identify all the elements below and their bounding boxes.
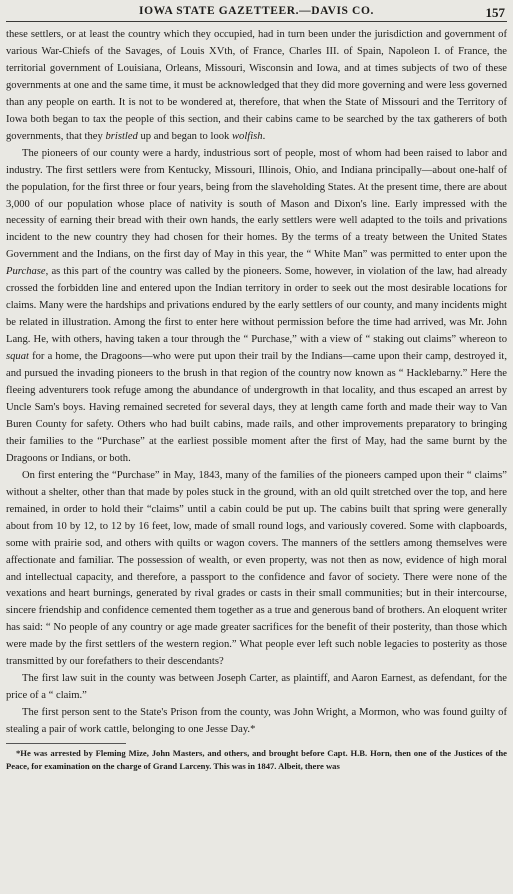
italic-word: bristled bbox=[105, 130, 138, 142]
paragraph-first-entering: On first entering the “Purchase” in May, 1843, many of the families of the pioneers camped upon their “ claims” without a shelter, other than that made by poles stuck in the ground, with an old quilt stretched over the top, and here remained, in order to hold their “claims” until a cabin could be put up. The cabins built that spring were generally about from 10 by 12, to 12 by 16 feet, low, made of small round logs, and variously covered. Some with clapboards, some with prairie sod, and others with quilts or wagon covers. The manners of the settlers among themselves were affectionate and familiar. The possession of wealth, or even property, was not then as now, evidence of high moral and intellectual capacity, and therefore, a passport to the confidence and favor of society. There were none of the vexations and heart burnings, generated by rival grades or casts in their small communities; but in their intercourse, sincere friendship and confidence cemented them together as a true and generous band of brothers. An eloquent writer has said: “ No people of any country or age made greater sacrifices for the benefit of their posterity, than those which were made by the first settlers of the western region.” What people ever left such noble legacies to posterity as those transmitted by our forefathers to their descendants? bbox=[6, 469, 507, 668]
page-header bbox=[6, 5, 507, 22]
paragraph-first-law-suit: The first law suit in the county was between Joseph Carter, as plaintiff, and Aaron Earnest, as defendant, for the price of a “ claim.” bbox=[6, 673, 507, 702]
footnote-text: *He was arrested by Fleming Mize, John Masters, and others, and brought before Capt. H.B. Horn, then one of the Justices of the Peace, for examination on the charge of Grand Larceny. This was in 1847. Albeit, there was bbox=[6, 748, 507, 772]
italic-word: Purchase bbox=[6, 266, 46, 278]
italic-word: squat bbox=[6, 351, 29, 363]
paragraph-pioneers: The pioneers of our county were a hardy, industrious sort of people, most of whom had been raised to labor and industry. The first settlers were from Kentucky, Missouri, Illinois, Ohio, and Indiana principally—about one-half of the population, for the first three or four years, being from the slaveholding States. At the present time, there are about 3,000 of our population whose place of nativity is south of Mason and Dixon's line. Early impressed with the necessity of earning their bread with their own hands, the early settlers were well adapted to the toils and privations incident to the new country they had chosen for their homes. By the terms of a treaty between the United States Government and the Indians, on the first day of May in this year, the “ White Man” was permitted to enter upon the Purchase, as this part of the country was called by the pioneers. Some, however, in violation of the law, had already crossed the forbidden line and entered upon the Indian territory in order to seek out the most desirable locations for claims. Many were the hardships and privations endured by the early settlers of our county, and many incidents might be related in illustration. Among the first to enter here without permission before the time had arrived, was Mr. John Lang. He, with others, having taken a tour through the “ Purchase,” with a view of “ staking out claims” whereon to squat for a home, the Dragoons—who were put upon their trail by the Indians—came upon their camp, destroyed it, and pursued the invading pioneers to the brush in that region of the country now known as “ Hacklebarny.” Here the fleeing adventurers took refuge among the abundance of undergrowth in that locality, and thus escaped an arrest by Uncle Sam's boys. Having remained secreted for several days, they at length came forth and made their way to Van Buren County for safety. Others who had built cabins, made rails, and other improvements preparatory to bringing their families to the “Purchase” at the earliest possible moment after the first of May, had the same burnt by the Dragoons or Indians, or both. bbox=[6, 147, 507, 464]
page-number: 157 bbox=[485, 5, 505, 20]
italic-word: wolfish bbox=[231, 130, 263, 142]
paragraph-continuation: these settlers, or at least the country which they occupied, had in turn been under the jurisdiction and government of various War-Chiefs of the Savages, of Louis XVth, of France, Charles III. of Spain, Napoleon I. of France, the territorial government of Louisiana, Orleans, Missouri, Wisconsin and Iowa, and at times subjects of two of these governments at one and the same time, it must be acknowledged that they did more governing and were less governed than any people on earth. It is not to be wondered at, therefore, that when the State of Missouri and the Territory of Iowa both began to tax the people of this section, and their cabins came to be searched by the tax gatherers of both governments, that they bristled up and began to look wolfish. bbox=[6, 29, 507, 142]
footnote-rule bbox=[6, 743, 126, 744]
body-text bbox=[6, 27, 507, 739]
footnote bbox=[6, 747, 507, 773]
running-head: IOWA STATE GAZETTEER.—DAVIS CO. bbox=[139, 5, 374, 17]
paragraph-first-prisoner: The first person sent to the State's Prison from the county, was John Wright, a Mormon, who was found guilty of stealing a pair of work cattle, belonging to one Jesse Day.* bbox=[6, 707, 507, 736]
